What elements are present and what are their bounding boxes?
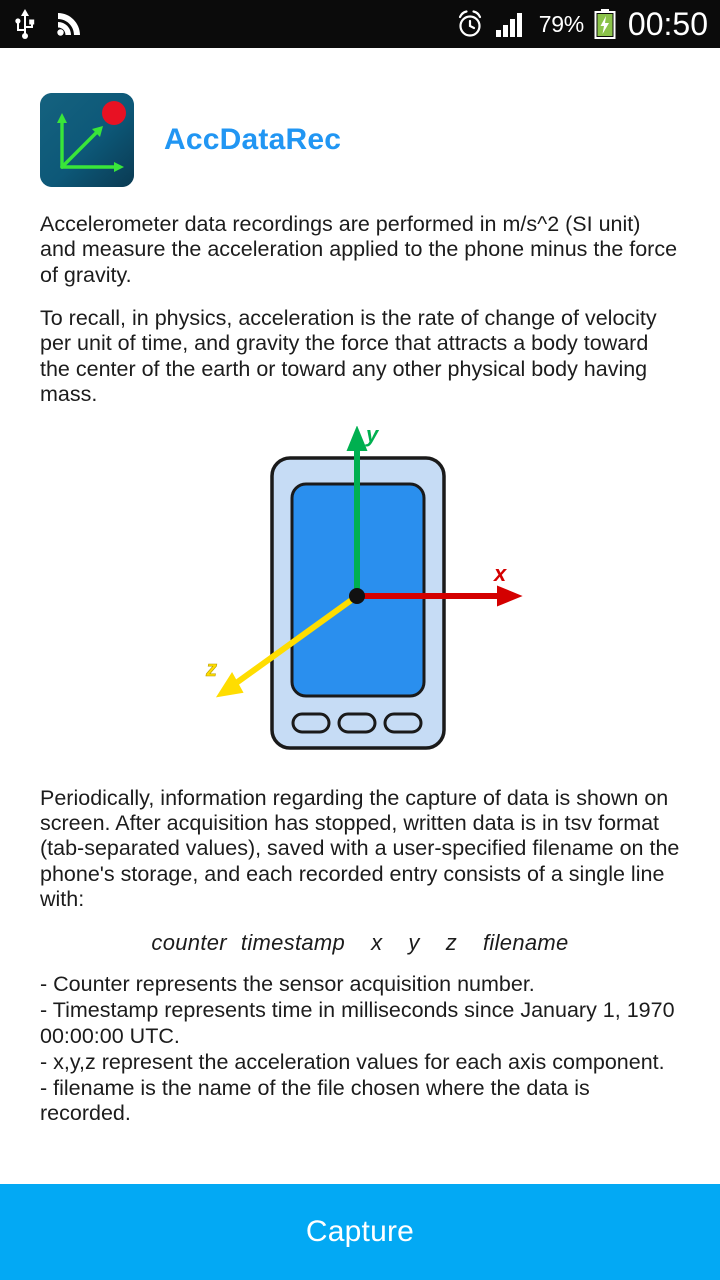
battery-icon <box>594 9 616 39</box>
intro-paragraph-1: Accelerometer data recordings are performed in m/s^2 (SI unit) and measure the acceleration applied to the phone minus the force of gravity. <box>40 212 678 287</box>
format-field-y: y <box>408 930 420 956</box>
status-bar-left-icons <box>12 9 84 39</box>
format-field-x: x <box>371 930 383 956</box>
list-item: - x,y,z represent the acceleration values for each axis component. <box>40 1049 665 1074</box>
axis-label-z: z <box>206 655 217 681</box>
clock-label: 00:50 <box>627 5 708 42</box>
axis-label-y: y <box>366 425 379 447</box>
intro-paragraph-2: To recall, in physics, acceleration is the rate of change of velocity per unit of time, and gravity the force that attracts a body toward the center of the earth or toward any other physical body having mass. <box>40 306 657 407</box>
page-title: AccDataRec <box>164 123 342 156</box>
alarm-icon <box>455 9 485 39</box>
axis-label-x: x <box>494 560 507 586</box>
list-item: - filename is the name of the file chosen where the data is recorded. <box>40 1075 590 1126</box>
usb-icon <box>12 9 38 39</box>
list-item: - Counter represents the sensor acquisition number. <box>40 972 535 997</box>
format-field-counter: counter <box>151 930 227 956</box>
record-format-line <box>40 930 680 956</box>
axes-record-icon <box>40 93 134 187</box>
capture-button-label: Capture <box>305 1215 415 1248</box>
intro-paragraph-3: Periodically, information regarding the capture of data is shown on screen. After acquisition has stopped, written data is in tsv format (tab-separated values), saved with a user-specified filename on the phone's storage, and each recorded entry consists of a single line with: <box>40 785 680 911</box>
format-field-timestamp: timestamp <box>240 930 346 956</box>
list-item: - Timestamp represents time in milliseconds since January 1, 1970 00:00:00 UTC. <box>40 998 675 1048</box>
main-content <box>0 194 720 1247</box>
signal-icon <box>495 10 529 38</box>
rss-icon <box>54 9 84 39</box>
phone-axes-diagram <box>40 426 680 776</box>
app-header <box>0 48 720 194</box>
field-description-list <box>40 972 680 1126</box>
format-field-filename: filename <box>483 930 569 956</box>
format-field-z: z <box>445 930 458 956</box>
status-bar-right-icons <box>455 6 708 43</box>
status-bar <box>0 0 720 48</box>
capture-button[interactable] <box>0 1184 720 1280</box>
battery-percent-label: 79% <box>538 10 584 37</box>
